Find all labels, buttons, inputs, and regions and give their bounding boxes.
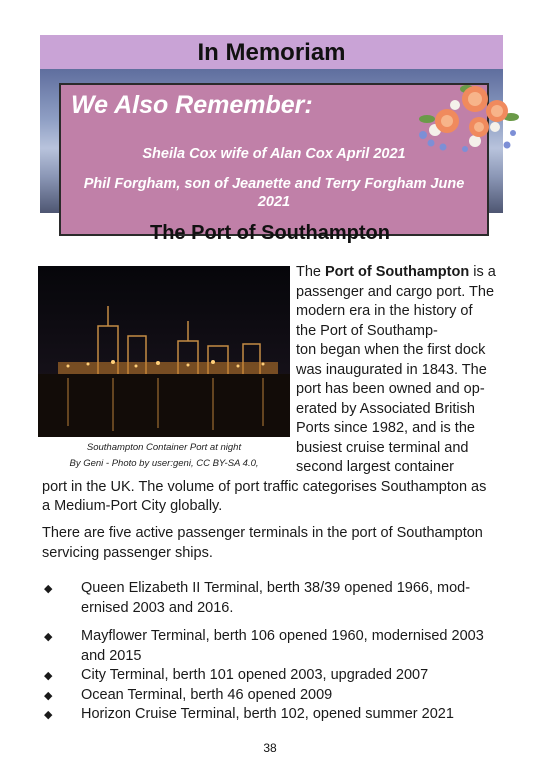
diamond-bullet-icon: ◆ <box>44 709 53 721</box>
list-item: Ocean Terminal, berth 46 opened 2009 <box>81 686 333 703</box>
paragraph-line: busiest cruise terminal and <box>296 439 469 456</box>
list-item: and 2015 <box>81 647 142 664</box>
memoriam-banner <box>40 35 503 213</box>
list-item: Horizon Cruise Terminal, berth 102, opened summer 2021 <box>81 706 454 722</box>
list-item: ernised 2003 and 2016. <box>81 599 234 616</box>
paragraph-line: ton began when the first dock <box>296 342 486 358</box>
memoriam-entry: Phil Forgham, son of Jeanette and Terry Forgham June <box>83 176 465 192</box>
diamond-bullet-icon: ◆ <box>44 631 53 643</box>
memoriam-entry: Sheila Cox wife of Alan Cox April 2021 <box>142 146 406 162</box>
bold-port-name: Port of Southampton <box>325 264 470 280</box>
list-item: City Terminal, berth 101 opened 2003, upgraded 2007 <box>81 667 429 683</box>
paragraph-line: the Port of Southamp- <box>296 322 438 339</box>
list-item: Queen Elizabeth II Terminal, berth 38/39 opened 1966, mod- <box>81 580 471 596</box>
paragraph-line: second largest container <box>296 459 454 475</box>
paragraph-line: modern era in the history of <box>296 303 473 319</box>
terminals-intro: There are five active passenger terminals in the port of Southampton <box>42 525 483 541</box>
memoriam-entry: 2021 <box>257 194 291 210</box>
diamond-bullet-icon: ◆ <box>44 670 53 682</box>
paragraph-line: port in the UK. The volume of port traffic categorises Southampton as <box>42 478 487 495</box>
list-item: Mayflower Terminal, berth 106 opened 1960, modernised 2003 <box>81 628 484 644</box>
paragraph-line: passenger and cargo port. The <box>296 283 495 300</box>
paragraph-line: port has been owned and op- <box>296 381 485 397</box>
photo-credit: By Geni - Photo by user:geni, CC BY-SA 4.0, <box>69 458 259 469</box>
paragraph-line: Ports since 1982, and is the <box>296 420 475 436</box>
memoriam-heading: We Also Remember: <box>71 91 313 119</box>
rose-bouquet-icon <box>415 75 520 155</box>
paragraph-line: The Port of Southampton is a <box>296 264 496 280</box>
paragraph-line: a Medium-Port City globally. <box>42 498 223 514</box>
page-number: 38 <box>263 741 277 755</box>
paragraph-line: was inaugurated in 1843. The <box>296 361 487 378</box>
port-photo <box>38 266 290 437</box>
diamond-bullet-icon: ◆ <box>44 583 53 595</box>
article-title: The Port of Southampton <box>150 222 390 244</box>
diamond-bullet-icon: ◆ <box>44 689 53 702</box>
photo-caption: Southampton Container Port at night <box>86 442 242 453</box>
memoriam-title: In Memoriam <box>40 35 503 69</box>
terminals-intro: servicing passenger ships. <box>42 544 213 561</box>
paragraph-line: erated by Associated British <box>296 400 475 417</box>
